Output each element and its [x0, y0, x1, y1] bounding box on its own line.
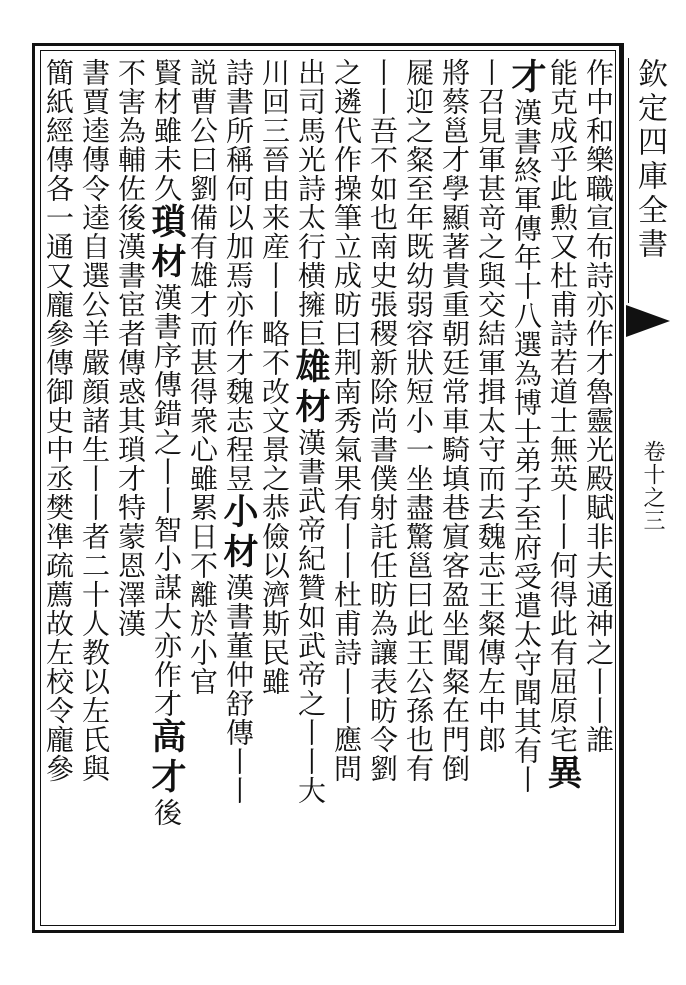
entry-heading: 瑣材	[146, 203, 187, 283]
text-segment: 略不改文景之恭儉以濟斯民雖	[258, 319, 291, 696]
text-segment: 作中和樂職宣布詩亦作才魯靈光殿賦非夫通神之丨丨誰	[582, 58, 615, 754]
text-column	[436, 58, 472, 924]
text-column	[112, 58, 148, 924]
text-column	[580, 58, 616, 924]
text-segment: 之遴代作操筆立成昉曰荆南秀氣果有丨丨杜甫詩丨丨應問	[330, 58, 363, 783]
entry-heading: 高才	[146, 718, 187, 798]
text-segment: 漢書武帝紀贊如武帝之丨丨大	[294, 428, 327, 805]
text-segment: 能克成乎此勲又杜甫詩若道士無英丨丨何得此有屈原宅	[546, 58, 579, 754]
text-segment: 將蔡邕才學顯著貴重朝廷常車騎填巷賔客盈坐聞粲在門倒	[438, 58, 471, 783]
text-column	[542, 58, 583, 924]
text-segment: 丨召見軍甚竒之與交結軍揖太守而去魏志王粲傳左中郎	[474, 58, 507, 754]
text-segment: 説曹公曰劉備有雄才而甚得衆心	[186, 58, 219, 464]
text-column	[76, 58, 112, 924]
text-column	[256, 58, 292, 924]
text-segment: 漢書序傳錯之丨丨智小謀大亦作才	[150, 283, 183, 718]
text-column	[218, 58, 259, 924]
volume-label: 卷十之三	[640, 440, 665, 532]
text-segment: 不害為輔佐	[114, 58, 147, 203]
entry-heading: 異	[542, 754, 583, 794]
text-segment: 川回三晉由来産丨丨	[258, 58, 291, 319]
text-segment: 詩書所稱何以加焉亦作才魏志程昱	[222, 58, 255, 493]
text-segment: 漢書終軍傳年十八選為博士弟子至府受遣太守聞其有丨	[510, 98, 543, 794]
text-segment: 書賈逵傳令逵自選公羊嚴顔諸生丨丨者二十人教以左氏與	[78, 58, 111, 783]
fishtail-mark	[626, 305, 670, 337]
text-segment: 簡紙經傳各一通又龐參傳御史中丞樊凖疏薦故左校令龐參	[42, 58, 75, 783]
text-column	[472, 58, 508, 924]
text-column	[40, 58, 76, 924]
text-segment: 出司馬光詩太行横擁巨	[294, 58, 327, 348]
text-segment: 丨丨吾不如也南史張稷新除尚書僕射託任昉為讓表昉令劉	[366, 58, 399, 783]
text-column	[506, 58, 547, 924]
book-title: 欽定四庫全書	[628, 58, 671, 303]
text-column	[328, 58, 364, 924]
text-column	[290, 58, 331, 924]
text-segment: 後漢書宦者傳惑其瑣才特蒙恩澤	[114, 203, 147, 609]
side-rule	[622, 43, 624, 933]
entry-heading: 雄材	[290, 348, 331, 428]
entry-heading: 才	[506, 58, 547, 98]
text-segment: 雖累日不離於小官	[186, 464, 219, 696]
text-column	[146, 58, 187, 924]
text-segment: 漢書董仲舒傳丨丨	[222, 573, 255, 805]
text-segment: 屣迎之粲至年既幼弱容狀短小一坐盡驚邕曰此王公孫也有	[402, 58, 435, 783]
entry-heading: 小材	[218, 493, 259, 573]
text-column	[184, 58, 220, 924]
text-column	[400, 58, 436, 924]
text-segment: 賢材雖未久	[150, 58, 183, 203]
text-segment: 漢	[114, 609, 147, 638]
text-column	[364, 58, 400, 924]
text-segment: 後	[150, 798, 183, 827]
